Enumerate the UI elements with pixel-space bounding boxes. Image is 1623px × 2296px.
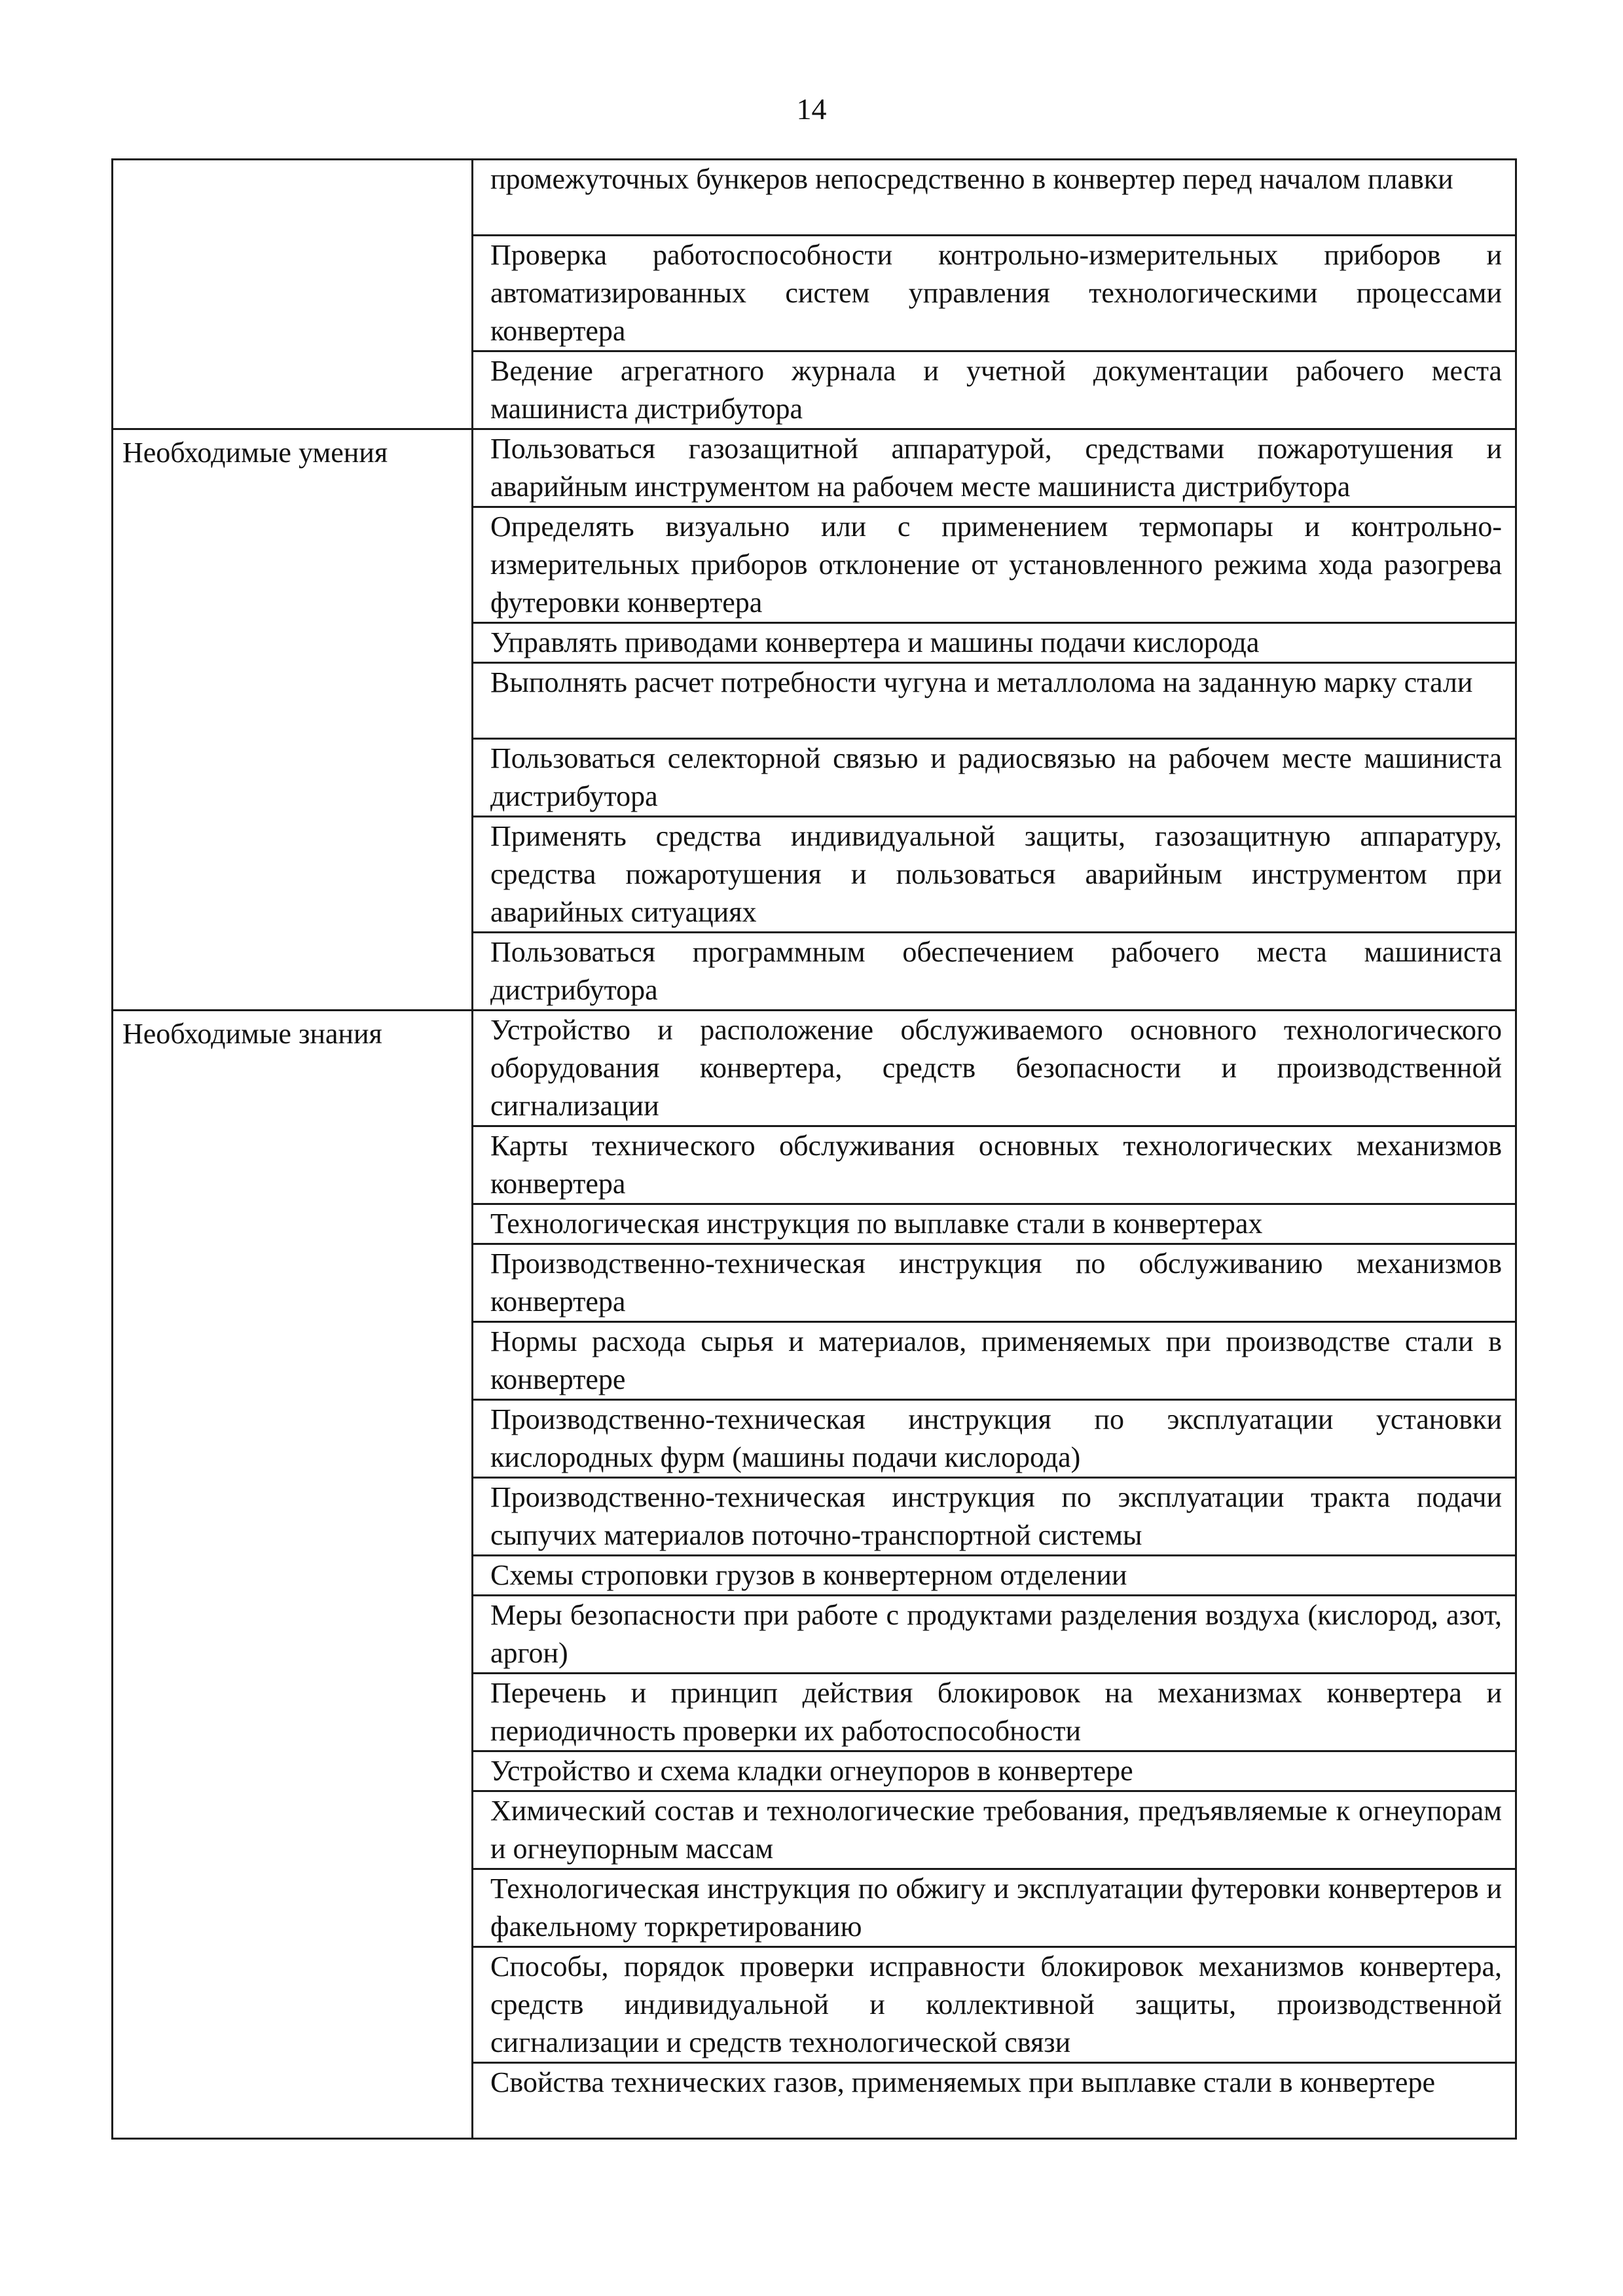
knowledge-label: Необходимые знания — [113, 1011, 473, 2139]
knowledge-item: Устройство и расположение обслуживаемого основного технологического оборудования конвертера, средств безопасности и производственной сигнализации — [473, 1011, 1516, 1126]
table-row — [113, 160, 1516, 236]
continued-label-cell — [113, 160, 473, 429]
knowledge-item: Технологическая инструкция по обжигу и эксплуатации футеровки конвертеров и факельному торкретированию — [473, 1869, 1516, 1947]
skill-item: Пользоваться программным обеспечением рабочего места машиниста дистрибутора — [473, 933, 1516, 1011]
table-row — [113, 1011, 1516, 1126]
skill-item: Управлять приводами конвертера и машины подачи кислорода — [473, 623, 1516, 663]
knowledge-item: Перечень и принцип действия блокировок на механизмах конвертера и периодичность проверки их работоспособности — [473, 1674, 1516, 1751]
knowledge-item: Способы, порядок проверки исправности блокировок механизмов конвертера, средств индивидуальной и коллективной защиты, производственной сигнализации и средств технологической связи — [473, 1947, 1516, 2063]
requirements-table — [111, 158, 1517, 2140]
skill-item: Применять средства индивидуальной защиты, газозащитную аппаратуру, средства пожаротушения и пользоваться аварийным инструментом при аварийных ситуациях — [473, 817, 1516, 933]
skill-item: Пользоваться селекторной связью и радиосвязью на рабочем месте машиниста дистрибутора — [473, 739, 1516, 817]
duty-item: промежуточных бункеров непосредственно в конвертер перед началом плавки — [473, 160, 1516, 236]
knowledge-item: Технологическая инструкция по выплавке стали в конвертерах — [473, 1204, 1516, 1244]
skill-item: Выполнять расчет потребности чугуна и металлолома на заданную марку стали — [473, 663, 1516, 739]
table-row — [113, 429, 1516, 507]
knowledge-item: Производственно-техническая инструкция по обслуживанию механизмов конвертера — [473, 1244, 1516, 1322]
skill-item: Определять визуально или с применением термопары и контрольно-измерительных приборов отклонение от установленного режима хода разогрева футеровки конвертера — [473, 507, 1516, 623]
knowledge-item: Карты технического обслуживания основных технологических механизмов конвертера — [473, 1126, 1516, 1204]
knowledge-item: Схемы строповки грузов в конвертерном отделении — [473, 1556, 1516, 1596]
skills-label: Необходимые умения — [113, 429, 473, 1011]
skill-item: Пользоваться газозащитной аппаратурой, средствами пожаротушения и аварийным инструментом на рабочем месте машиниста дистрибутора — [473, 429, 1516, 507]
knowledge-item: Производственно-техническая инструкция по эксплуатации установки кислородных фурм (машины подачи кислорода) — [473, 1400, 1516, 1478]
knowledge-item: Химический состав и технологические требования, предъявляемые к огнеупорам и огнеупорным массам — [473, 1791, 1516, 1869]
knowledge-item: Меры безопасности при работе с продуктами разделения воздуха (кислород, азот, аргон) — [473, 1596, 1516, 1674]
duty-item: Проверка работоспособности контрольно-измерительных приборов и автоматизированных систем управления технологическими процессами конвертера — [473, 236, 1516, 351]
knowledge-item: Нормы расхода сырья и материалов, применяемых при производстве стали в конвертере — [473, 1322, 1516, 1400]
duty-item: Ведение агрегатного журнала и учетной документации рабочего места машиниста дистрибутора — [473, 351, 1516, 429]
page-number: 14 — [796, 92, 827, 126]
knowledge-item: Производственно-техническая инструкция по эксплуатации тракта подачи сыпучих материалов поточно-транспортной системы — [473, 1478, 1516, 1556]
knowledge-item: Устройство и схема кладки огнеупоров в конвертере — [473, 1751, 1516, 1791]
knowledge-item: Свойства технических газов, применяемых при выплавке стали в конвертере — [473, 2063, 1516, 2139]
